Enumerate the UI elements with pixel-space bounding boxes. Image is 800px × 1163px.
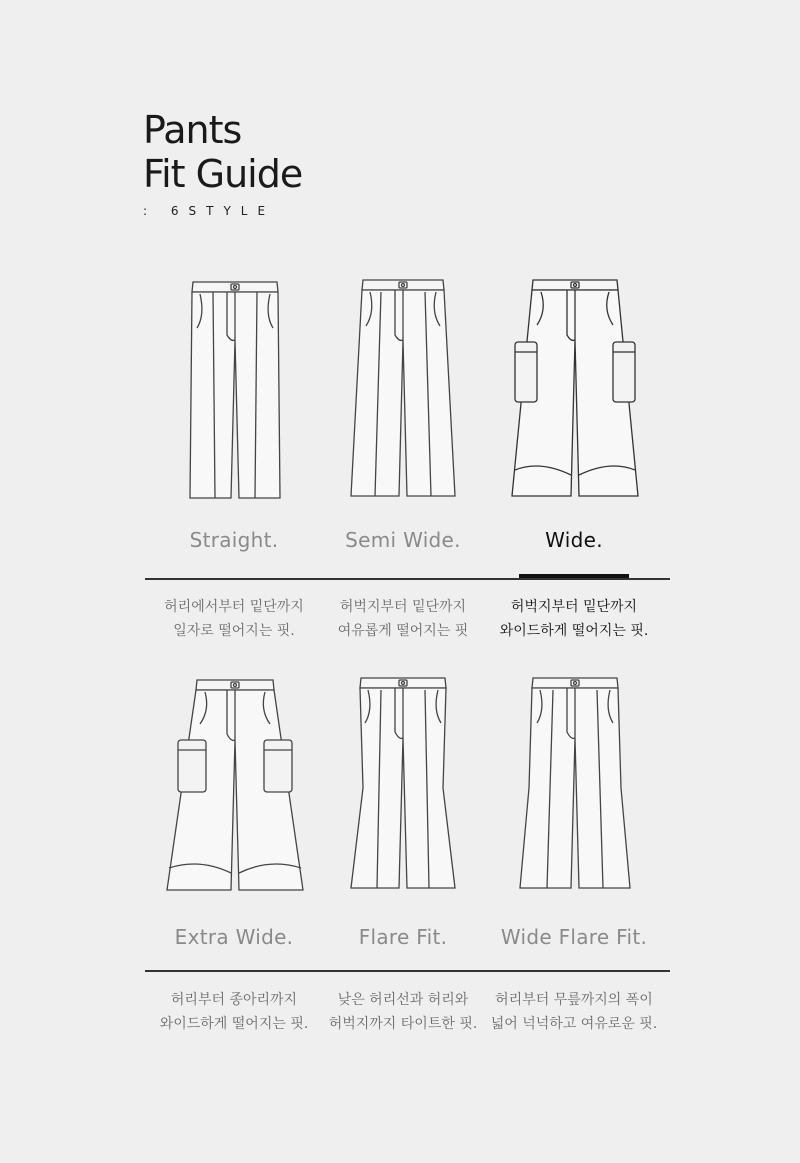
pants-wide-flare-illustration (485, 668, 665, 898)
pants-straight-illustration (145, 270, 325, 505)
desc-wide (474, 595, 674, 643)
desc-extra-wide-line-1: 허리부터 종아리까지 (170, 992, 298, 1008)
desc-wide-line-2: 와이드하게 떨어지는 핏. (499, 623, 649, 639)
pants-semi-wide-illustration (313, 270, 493, 505)
active-indicator (519, 574, 629, 578)
desc-semi-wide-line-1: 허벅지부터 밑단까지 (339, 599, 467, 615)
page-title-line-2: Fit Guide (143, 152, 303, 196)
desc-wide-flare-line-1: 허리부터 무릎까지의 폭이 (495, 992, 653, 1008)
style-name-semi-wide: Semi Wide. (345, 528, 461, 552)
desc-wide-line-1: 허벅지부터 밑단까지 (510, 599, 638, 615)
style-name-wide-flare: Wide Flare Fit. (500, 925, 648, 949)
page-subtitle: : 6STYLE (143, 204, 276, 218)
pants-flare-illustration (313, 668, 493, 898)
style-name-extra-wide: Extra Wide. (174, 925, 294, 949)
desc-flare-line-1: 낮은 허리선과 허리와 (337, 992, 469, 1008)
desc-flare (303, 988, 503, 1036)
desc-straight-line-1: 허리에서부터 밑단까지 (164, 599, 304, 615)
desc-flare-line-2: 허벅지까지 타이트한 핏. (328, 1016, 478, 1032)
row-2-divider (145, 970, 670, 972)
pants-extra-wide-illustration (145, 668, 325, 898)
style-name-straight: Straight. (189, 528, 279, 552)
desc-wide-flare (474, 988, 674, 1036)
desc-wide-flare-line-2: 넓어 넉넉하고 여유로운 핏. (490, 1016, 658, 1032)
style-name-wide: Wide. (545, 528, 603, 552)
desc-semi-wide-line-2: 여유롭게 떨어지는 핏 (337, 623, 469, 639)
row-1-divider (145, 578, 670, 580)
desc-extra-wide-line-2: 와이드하게 떨어지는 핏. (159, 1016, 309, 1032)
pants-wide-illustration (485, 270, 665, 505)
desc-straight-line-2: 일자로 떨어지는 핏. (173, 623, 295, 639)
title-block (143, 108, 302, 218)
page-title-line-1: Pants (143, 108, 242, 152)
style-name-flare: Flare Fit. (358, 925, 448, 949)
desc-semi-wide (303, 595, 503, 643)
